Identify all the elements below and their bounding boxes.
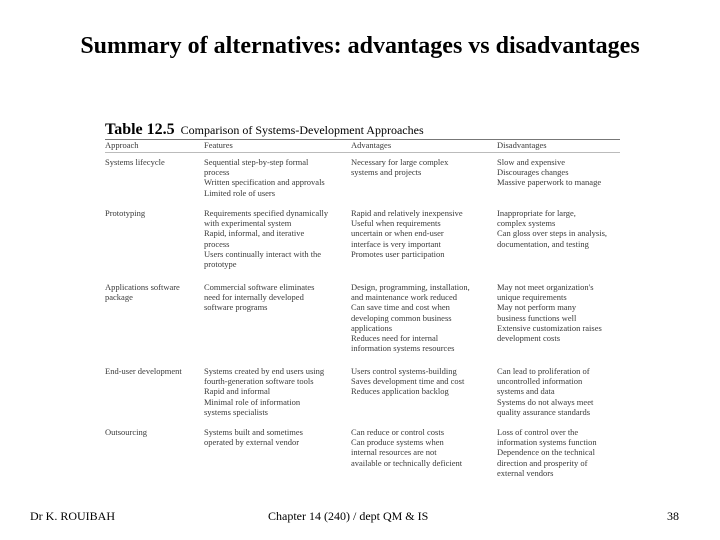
footer-chapter: Chapter 14 (240) / dept QM & IS: [268, 509, 429, 523]
features-cell: [204, 208, 328, 269]
approach-cell: [105, 282, 180, 302]
cell-line: business functions well: [497, 312, 577, 323]
cell-line: information systems resources: [351, 343, 455, 354]
cell-line: Users continually interact with the: [204, 248, 322, 259]
advantages-cell: [351, 427, 462, 468]
cell-line: external vendors: [497, 467, 554, 478]
approach-cell: [105, 366, 182, 376]
cell-line: developing common business: [351, 312, 452, 323]
cell-line: Systems do not always meet: [497, 396, 594, 407]
cell-line: Users control systems-building: [351, 366, 457, 376]
cell-line: information systems function: [497, 437, 597, 448]
cell-line: quality assurance standards: [497, 406, 590, 417]
cell-line: systems specialists: [204, 406, 268, 417]
cell-line: End-user development: [105, 366, 182, 376]
cell-line: operated by external vendor: [204, 437, 300, 448]
cell-line: Extensive customization raises: [497, 322, 602, 333]
table-title: Comparison of Systems-Development Approaches: [180, 123, 424, 137]
table-heading: [105, 121, 424, 139]
cell-line: Can save time and cost when: [351, 302, 450, 313]
cell-line: uncontrolled information: [497, 376, 583, 387]
disadvantages-cell: [497, 282, 602, 343]
cell-line: Outsourcing: [105, 427, 148, 437]
cell-line: available or technically deficient: [351, 457, 463, 468]
cell-line: software programs: [204, 302, 268, 313]
cell-line: Reduces application backlog: [351, 386, 449, 397]
cell-line: Prototyping: [105, 208, 146, 218]
cell-line: systems and data: [497, 386, 555, 397]
cell-line: Useful when requirements: [351, 218, 441, 229]
cell-line: Systems lifecycle: [105, 157, 165, 167]
disadvantages-cell: [497, 427, 597, 478]
cell-line: May not meet organization's: [497, 282, 594, 292]
slide-title: Summary of alternatives: advantages vs disadvantages: [80, 33, 640, 59]
column-header-advantages: Advantages: [351, 140, 392, 150]
cell-line: Rapid and relatively inexpensive: [351, 208, 463, 218]
features-cell: [204, 427, 303, 447]
header-rule: [105, 152, 620, 153]
cell-line: prototype: [204, 259, 237, 270]
cell-line: Necessary for large complex: [351, 157, 449, 167]
cell-line: Systems built and sometimes: [204, 427, 303, 437]
cell-line: Applications software: [105, 282, 180, 292]
cell-line: Can lead to proliferation of: [497, 366, 590, 376]
cell-line: documentation, and testing: [497, 238, 589, 249]
cell-line: Can gloss over steps in analysis,: [497, 228, 608, 239]
advantages-cell: [351, 157, 448, 177]
cell-line: Inappropriate for large,: [497, 208, 576, 218]
cell-line: unique requirements: [497, 292, 567, 303]
features-cell: [204, 366, 324, 417]
disadvantages-cell: [497, 366, 593, 417]
cell-line: process: [204, 167, 230, 178]
cell-line: and maintenance work reduced: [351, 292, 457, 303]
table-number: Table 12.5: [105, 121, 175, 138]
cell-line: package: [105, 292, 133, 303]
cell-line: Discourages changes: [497, 167, 569, 178]
cell-line: Slow and expensive: [497, 157, 565, 167]
cell-line: May not perform many: [497, 302, 577, 313]
cell-line: Requirements specified dynamically: [204, 208, 329, 218]
cell-line: Written specification and approvals: [204, 177, 325, 188]
cell-line: Limited role of users: [204, 187, 276, 198]
footer-author: Dr K. ROUIBAH: [30, 509, 115, 523]
cell-line: Can produce systems when: [351, 437, 444, 448]
column-header-approach: Approach: [105, 140, 139, 150]
cell-line: Minimal role of information: [204, 396, 301, 407]
approach-cell: [105, 208, 145, 218]
cell-line: internal resources are not: [351, 447, 437, 458]
advantages-cell: [351, 208, 463, 259]
cell-line: Rapid and informal: [204, 386, 271, 397]
cell-line: Rapid, informal, and iterative: [204, 228, 305, 239]
cell-line: process: [204, 238, 230, 249]
column-header-disadvantages: Disadvantages: [497, 140, 547, 150]
disadvantages-cell: [497, 157, 601, 188]
approach-cell: [105, 157, 165, 167]
cell-line: Promotes user participation: [351, 248, 445, 259]
cell-line: development costs: [497, 333, 561, 344]
cell-line: Can reduce or control costs: [351, 427, 444, 437]
advantages-cell: [351, 282, 470, 353]
cell-line: applications: [351, 322, 393, 333]
cell-line: with experimental system: [204, 218, 292, 229]
cell-line: Saves development time and cost: [351, 376, 465, 387]
features-cell: [204, 157, 325, 198]
advantages-cell: [351, 366, 464, 397]
cell-line: uncertain or when end-user: [351, 228, 444, 239]
cell-line: fourth-generation software tools: [204, 376, 314, 387]
cell-line: Reduces need for internal: [351, 333, 439, 344]
features-cell: [204, 282, 314, 313]
cell-line: Systems created by end users using: [204, 366, 325, 376]
cell-line: Commercial software eliminates: [204, 282, 315, 292]
cell-line: interface is very important: [351, 238, 441, 249]
approach-cell: [105, 427, 147, 437]
cell-line: complex systems: [497, 218, 556, 229]
disadvantages-cell: [497, 208, 607, 249]
cell-line: Design, programming, installation,: [351, 282, 470, 292]
cell-line: Sequential step-by-step formal: [204, 157, 309, 167]
cell-line: Loss of control over the: [497, 427, 579, 437]
cell-line: Massive paperwork to manage: [497, 177, 602, 188]
cell-line: need for internally developed: [204, 292, 304, 303]
column-header-features: Features: [204, 140, 233, 150]
cell-line: Dependence on the technical: [497, 447, 595, 458]
cell-line: direction and prosperity of: [497, 457, 588, 468]
cell-line: systems and projects: [351, 167, 422, 178]
footer-page-number: 38: [667, 509, 679, 523]
